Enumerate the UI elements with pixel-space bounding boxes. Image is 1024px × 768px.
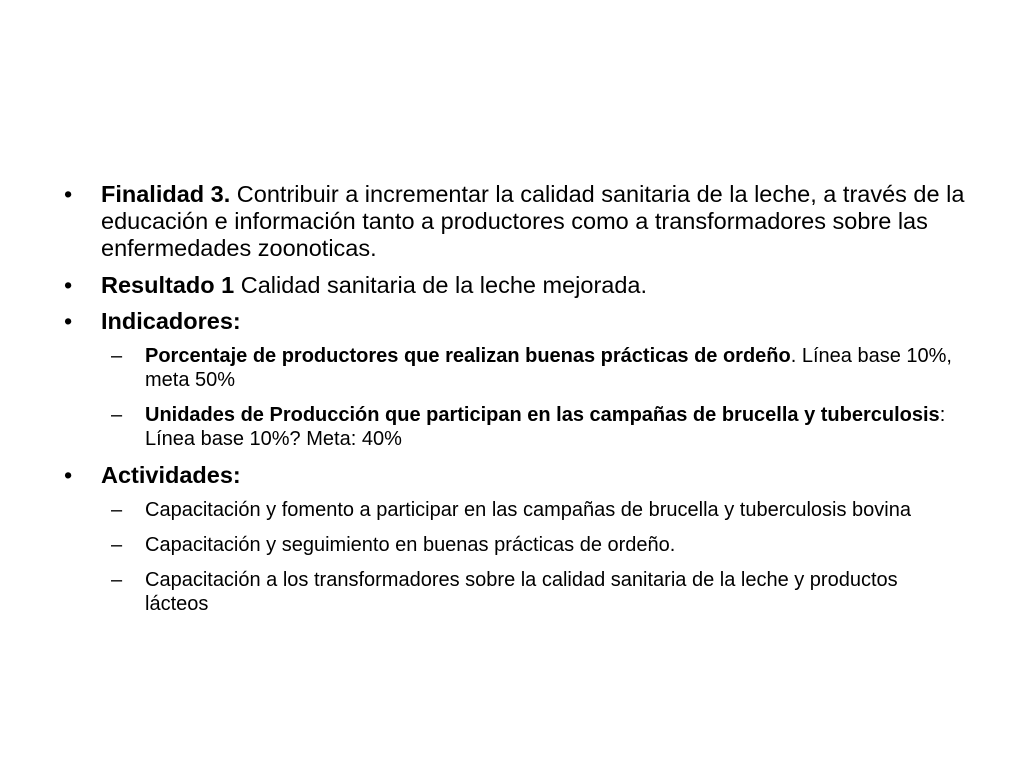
actividad-text: Capacitación y fomento a participar en las campañas de brucella y tuberculosis bovina	[145, 499, 911, 521]
resultado-heading: Resultado 1	[101, 272, 235, 298]
actividad-item	[0, 533, 1024, 557]
bullet-actividades	[0, 462, 1024, 489]
actividades-heading: Actividades:	[101, 462, 241, 488]
actividad-text: Capacitación a los transformadores sobre la calidad sanitaria de la leche y productos lácteos	[145, 569, 898, 615]
bullet-list	[0, 181, 1024, 627]
bullet-indicadores	[0, 308, 1024, 335]
finalidad-heading: Finalidad 3.	[101, 181, 231, 207]
indicador-item	[0, 403, 1024, 451]
bullet-marker: •	[64, 308, 73, 334]
bullet-marker: •	[64, 462, 73, 488]
bullet-marker: •	[64, 181, 73, 207]
indicador-item	[0, 344, 1024, 392]
bullet-finalidad	[0, 181, 1024, 262]
dash-marker: –	[111, 404, 123, 426]
dash-marker: –	[111, 534, 123, 556]
actividad-item	[0, 568, 1024, 616]
finalidad-text: Contribuir a incrementar la calidad sanitaria de la leche, a través de la educación e información tanto a productores como a transformadores sobre las enfermedades zoonoticas.	[101, 181, 965, 261]
bullet-resultado	[0, 272, 1024, 299]
dash-marker: –	[111, 569, 123, 591]
actividad-text: Capacitación y seguimiento en buenas prácticas de ordeño.	[145, 534, 676, 556]
indicador-text: . Línea base 10%, meta 50%	[145, 345, 952, 391]
resultado-text: Calidad sanitaria de la leche mejorada.	[234, 272, 648, 298]
actividad-item	[0, 498, 1024, 522]
indicadores-heading: Indicadores:	[101, 308, 241, 334]
dash-marker: –	[111, 345, 123, 367]
bullet-marker: •	[64, 272, 73, 298]
indicador-heading: Unidades de Producción que participan en las campañas de brucella y tuberculosis	[145, 404, 940, 426]
dash-marker: –	[111, 499, 123, 521]
indicador-heading: Porcentaje de productores que realizan buenas prácticas de ordeño	[145, 345, 791, 367]
indicador-text: : Línea base 10%? Meta: 40%	[145, 404, 946, 450]
